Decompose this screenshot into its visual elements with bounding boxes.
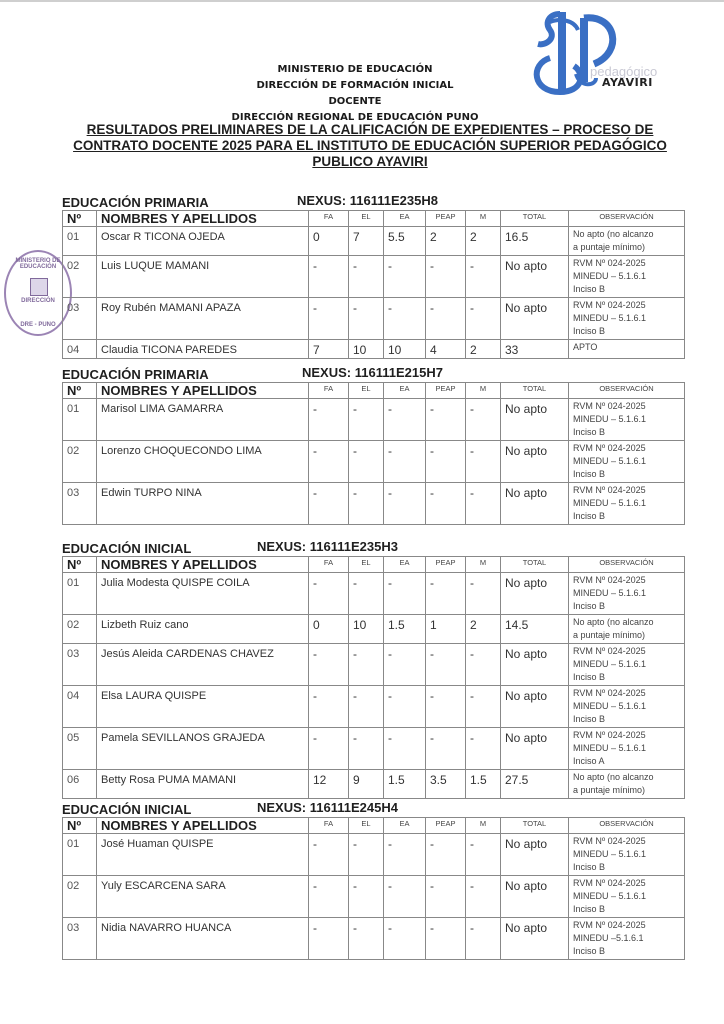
observation-line-2: MINEDU – 5.1.6.1 — [573, 701, 647, 711]
score-ea: 1.5 — [384, 770, 426, 799]
column-header-no: Nº — [63, 557, 97, 573]
score-peap: - — [426, 573, 466, 615]
observation-line-1: RVM Nº 024-2025 — [573, 878, 646, 888]
candidate-name: Lizbeth Ruiz cano — [97, 615, 309, 644]
score-m: - — [466, 573, 501, 615]
observation-line-2: MINEDU – 5.1.6.1 — [573, 743, 647, 753]
row-number: 04 — [63, 340, 97, 359]
observation-line-1: No apto (no alcanzo — [573, 772, 654, 782]
score-total: No apto — [501, 834, 569, 876]
observation — [569, 573, 685, 615]
score-peap: - — [426, 644, 466, 686]
section-header — [62, 540, 684, 556]
observation-line-2: a puntaje mínimo) — [573, 242, 646, 252]
score-fa: - — [309, 256, 349, 298]
column-header-name: NOMBRES Y APELLIDOS — [97, 383, 309, 399]
observation-line-1: RVM Nº 024-2025 — [573, 688, 646, 698]
score-fa: - — [309, 483, 349, 525]
observation — [569, 256, 685, 298]
column-header-el: EL — [349, 557, 384, 573]
observation-line-3: Inciso B — [573, 326, 606, 336]
candidate-name: Luis LUQUE MAMANI — [97, 256, 309, 298]
table-row — [63, 918, 685, 960]
candidate-name: Claudia TICONA PAREDES — [97, 340, 309, 359]
observation-line-1: RVM Nº 024-2025 — [573, 575, 646, 585]
candidate-name: Lorenzo CHOQUECONDO LIMA — [97, 441, 309, 483]
table-row — [63, 483, 685, 525]
observation-line-1: No apto (no alcanzo — [573, 617, 654, 627]
observation-line-3: Inciso B — [573, 284, 606, 294]
column-header-name: NOMBRES Y APELLIDOS — [97, 557, 309, 573]
table-row — [63, 615, 685, 644]
observation-line-3: Inciso B — [573, 511, 606, 521]
section-header — [62, 801, 684, 817]
column-header-peap: PEAP — [426, 383, 466, 399]
observation — [569, 615, 685, 644]
score-peap: - — [426, 399, 466, 441]
observation-line-1: RVM Nº 024-2025 — [573, 485, 646, 495]
seal-top-text: MINISTERIO DE EDUCACIÓN — [15, 258, 61, 270]
column-header-no: Nº — [63, 818, 97, 834]
score-ea: - — [384, 256, 426, 298]
observation-line-1: RVM Nº 024-2025 — [573, 920, 646, 930]
candidate-name: Yuly ESCARCENA SARA — [97, 876, 309, 918]
logo-caption: AYAVIRI — [602, 76, 653, 89]
score-total: 33 — [501, 340, 569, 359]
column-header-total: TOTAL — [501, 383, 569, 399]
score-total: No apto — [501, 399, 569, 441]
candidate-name: Marisol LIMA GAMARRA — [97, 399, 309, 441]
observation — [569, 834, 685, 876]
observation-line-1: RVM Nº 024-2025 — [573, 730, 646, 740]
score-peap: - — [426, 728, 466, 770]
score-ea: 10 — [384, 340, 426, 359]
observation — [569, 644, 685, 686]
score-fa: - — [309, 441, 349, 483]
column-header-peap: PEAP — [426, 211, 466, 227]
column-header-observation: OBSERVACIÓN — [569, 383, 685, 399]
observation-line-1: RVM Nº 024-2025 — [573, 836, 646, 846]
score-el: - — [349, 256, 384, 298]
row-number: 04 — [63, 686, 97, 728]
column-header-ea: EA — [384, 557, 426, 573]
score-ea: - — [384, 876, 426, 918]
column-header-m: M — [466, 211, 501, 227]
score-total: No apto — [501, 483, 569, 525]
column-header-name: NOMBRES Y APELLIDOS — [97, 818, 309, 834]
candidate-name: Betty Rosa PUMA MAMANI — [97, 770, 309, 799]
candidate-name: Nidia NAVARRO HUANCA — [97, 918, 309, 960]
observation-line-3: Inciso B — [573, 601, 606, 611]
score-peap: 4 — [426, 340, 466, 359]
coat-of-arms-icon — [30, 278, 48, 296]
table-row — [63, 644, 685, 686]
column-header-observation: OBSERVACIÓN — [569, 557, 685, 573]
score-ea: - — [384, 686, 426, 728]
score-m: - — [466, 399, 501, 441]
score-el: - — [349, 298, 384, 340]
observation-line-2: a puntaje mínimo) — [573, 785, 646, 795]
row-number: 02 — [63, 256, 97, 298]
column-header-total: TOTAL — [501, 818, 569, 834]
observation-line-1: RVM Nº 024-2025 — [573, 258, 646, 268]
score-fa: - — [309, 298, 349, 340]
score-ea: - — [384, 918, 426, 960]
score-el: 7 — [349, 227, 384, 256]
score-total: No apto — [501, 686, 569, 728]
score-ea: - — [384, 728, 426, 770]
candidate-name: Julia Modesta QUISPE COILA — [97, 573, 309, 615]
score-peap: - — [426, 918, 466, 960]
observation-line-2: MINEDU – 5.1.6.1 — [573, 271, 647, 281]
observation — [569, 483, 685, 525]
score-m: 2 — [466, 340, 501, 359]
score-ea: - — [384, 573, 426, 615]
column-header-observation: OBSERVACIÓN — [569, 818, 685, 834]
table-row — [63, 256, 685, 298]
column-header-el: EL — [349, 383, 384, 399]
score-total: No apto — [501, 256, 569, 298]
candidate-name: Edwin TURPO NINA — [97, 483, 309, 525]
logo-faint-text: pedagógico — [590, 64, 658, 79]
row-number: 03 — [63, 918, 97, 960]
score-el: 9 — [349, 770, 384, 799]
score-peap: - — [426, 256, 466, 298]
table-row — [63, 340, 685, 359]
table-row — [63, 834, 685, 876]
observation-line-2: a puntaje mínimo) — [573, 630, 646, 640]
score-ea: 5.5 — [384, 227, 426, 256]
table-row — [63, 728, 685, 770]
score-fa: 12 — [309, 770, 349, 799]
score-total: No apto — [501, 573, 569, 615]
row-number: 02 — [63, 441, 97, 483]
table-header-row — [63, 211, 685, 227]
score-peap: 3.5 — [426, 770, 466, 799]
score-el: - — [349, 399, 384, 441]
nexus-code: NEXUS: 116111E245H4 — [257, 800, 398, 815]
observation — [569, 298, 685, 340]
score-peap: - — [426, 298, 466, 340]
observation-line-1: APTO — [573, 342, 598, 352]
score-ea: - — [384, 298, 426, 340]
education-level: EDUCACIÓN PRIMARIA — [62, 367, 209, 382]
row-number: 06 — [63, 770, 97, 799]
observation-line-3: Inciso B — [573, 427, 606, 437]
score-total: No apto — [501, 441, 569, 483]
results-section — [62, 366, 684, 525]
score-fa: 0 — [309, 227, 349, 256]
seal-bottom-text: DRE - PUNO — [20, 322, 56, 328]
score-fa: - — [309, 686, 349, 728]
score-el: - — [349, 918, 384, 960]
row-number: 01 — [63, 573, 97, 615]
score-fa: - — [309, 573, 349, 615]
score-total: No apto — [501, 298, 569, 340]
candidate-name: Elsa LAURA QUISPE — [97, 686, 309, 728]
score-m: - — [466, 483, 501, 525]
observation — [569, 918, 685, 960]
score-el: - — [349, 686, 384, 728]
score-m: - — [466, 441, 501, 483]
score-total: No apto — [501, 876, 569, 918]
education-level: EDUCACIÓN INICIAL — [62, 802, 192, 817]
observation-line-1: RVM Nº 024-2025 — [573, 300, 646, 310]
score-fa: - — [309, 728, 349, 770]
column-header-ea: EA — [384, 211, 426, 227]
education-level: EDUCACIÓN PRIMARIA — [62, 195, 209, 210]
column-header-m: M — [466, 557, 501, 573]
score-m: - — [466, 876, 501, 918]
row-number: 03 — [63, 298, 97, 340]
column-header-name: NOMBRES Y APELLIDOS — [97, 211, 309, 227]
observation-line-3: Inciso B — [573, 714, 606, 724]
nexus-code: NEXUS: 116111E235H3 — [257, 539, 398, 554]
results-section — [62, 801, 684, 960]
score-el: - — [349, 644, 384, 686]
score-total: 14.5 — [501, 615, 569, 644]
results-table — [62, 382, 685, 525]
score-peap: - — [426, 686, 466, 728]
table-row — [63, 441, 685, 483]
score-m: - — [466, 644, 501, 686]
column-header-ea: EA — [384, 818, 426, 834]
results-table — [62, 556, 685, 799]
row-number: 01 — [63, 834, 97, 876]
row-number: 02 — [63, 876, 97, 918]
candidate-name: José Huaman QUISPE — [97, 834, 309, 876]
score-m: - — [466, 256, 501, 298]
row-number: 03 — [63, 483, 97, 525]
column-header-no: Nº — [63, 211, 97, 227]
table-header-row — [63, 383, 685, 399]
score-ea: - — [384, 441, 426, 483]
page-top-border — [0, 0, 724, 2]
score-fa: - — [309, 399, 349, 441]
row-number: 02 — [63, 615, 97, 644]
observation-line-3: Inciso B — [573, 672, 606, 682]
column-header-fa: FA — [309, 818, 349, 834]
score-el: - — [349, 483, 384, 525]
score-fa: - — [309, 644, 349, 686]
score-ea: - — [384, 644, 426, 686]
regional-directorate-name: DIRECCIÓN REGIONAL DE EDUCACIÓN PUNO — [231, 112, 479, 123]
table-row — [63, 686, 685, 728]
row-number: 05 — [63, 728, 97, 770]
observation-line-2: MINEDU – 5.1.6.1 — [573, 498, 647, 508]
results-table — [62, 210, 685, 359]
score-el: - — [349, 728, 384, 770]
institution-header — [230, 62, 480, 126]
column-header-peap: PEAP — [426, 557, 466, 573]
table-row — [63, 298, 685, 340]
results-table — [62, 817, 685, 960]
score-el: - — [349, 441, 384, 483]
candidate-name: Oscar R TICONA OJEDA — [97, 227, 309, 256]
candidate-name: Roy Rubén MAMANI APAZA — [97, 298, 309, 340]
score-el: 10 — [349, 340, 384, 359]
score-total: No apto — [501, 728, 569, 770]
observation-line-3: Inciso B — [573, 862, 606, 872]
results-section — [62, 540, 684, 799]
candidate-name: Jesús Aleida CARDENAS CHAVEZ — [97, 644, 309, 686]
score-ea: - — [384, 399, 426, 441]
observation — [569, 686, 685, 728]
column-header-fa: FA — [309, 383, 349, 399]
observation — [569, 770, 685, 799]
row-number: 03 — [63, 644, 97, 686]
column-header-m: M — [466, 383, 501, 399]
score-m: 2 — [466, 615, 501, 644]
table-row — [63, 770, 685, 799]
education-level: EDUCACIÓN INICIAL — [62, 541, 192, 556]
column-header-fa: FA — [309, 211, 349, 227]
score-total: 16.5 — [501, 227, 569, 256]
nexus-code: NEXUS: 116111E215H7 — [302, 365, 443, 380]
section-header — [62, 194, 684, 210]
score-peap: 1 — [426, 615, 466, 644]
directorate-name: DIRECCIÓN DE FORMACIÓN INICIAL DOCENTE — [256, 80, 454, 107]
observation — [569, 441, 685, 483]
results-section — [62, 194, 684, 359]
column-header-el: EL — [349, 818, 384, 834]
score-total: No apto — [501, 644, 569, 686]
score-m: 1.5 — [466, 770, 501, 799]
score-m: - — [466, 728, 501, 770]
score-m: - — [466, 686, 501, 728]
observation-line-2: MINEDU – 5.1.6.1 — [573, 849, 647, 859]
observation-line-2: MINEDU – 5.1.6.1 — [573, 891, 647, 901]
table-header-row — [63, 557, 685, 573]
seal-middle-text: DIRECCIÓN — [21, 298, 55, 304]
observation-line-1: No apto (no alcanzo — [573, 229, 654, 239]
nexus-code: NEXUS: 116111E235H8 — [297, 193, 438, 208]
observation — [569, 876, 685, 918]
observation-line-2: MINEDU –5.1.6.1 — [573, 933, 644, 943]
score-peap: - — [426, 834, 466, 876]
column-header-fa: FA — [309, 557, 349, 573]
column-header-total: TOTAL — [501, 211, 569, 227]
document-title: RESULTADOS PRELIMINARES DE LA CALIFICACIÓN DE EXPEDIENTES – PROCESO DE CONTRATO DOCENTE 2025 PARA EL INSTITUTO DE EDUCACIÓN SUPERIOR PEDAGÓGICO PUBLICO AYAVIRI — [73, 122, 667, 169]
observation-line-2: MINEDU – 5.1.6.1 — [573, 659, 647, 669]
observation — [569, 227, 685, 256]
score-fa: - — [309, 918, 349, 960]
candidate-name: Pamela SEVILLANOS GRAJEDA — [97, 728, 309, 770]
column-header-m: M — [466, 818, 501, 834]
score-ea: - — [384, 834, 426, 876]
table-row — [63, 876, 685, 918]
score-m: - — [466, 298, 501, 340]
table-row — [63, 399, 685, 441]
column-header-total: TOTAL — [501, 557, 569, 573]
observation-line-2: MINEDU – 5.1.6.1 — [573, 588, 647, 598]
observation-line-1: RVM Nº 024-2025 — [573, 646, 646, 656]
score-fa: - — [309, 876, 349, 918]
score-fa: 0 — [309, 615, 349, 644]
row-number: 01 — [63, 399, 97, 441]
column-header-el: EL — [349, 211, 384, 227]
observation-line-3: Inciso B — [573, 946, 606, 956]
score-ea: 1.5 — [384, 615, 426, 644]
score-total: No apto — [501, 918, 569, 960]
observation-line-3: Inciso B — [573, 469, 606, 479]
score-m: - — [466, 834, 501, 876]
isp-ayaviri-logo — [520, 8, 690, 98]
observation — [569, 399, 685, 441]
table-row — [63, 573, 685, 615]
observation — [569, 728, 685, 770]
observation-line-1: RVM Nº 024-2025 — [573, 443, 646, 453]
score-peap: - — [426, 876, 466, 918]
ministry-name: MINISTERIO DE EDUCACIÓN — [277, 64, 433, 75]
score-el: 10 — [349, 615, 384, 644]
score-fa: - — [309, 834, 349, 876]
column-header-no: Nº — [63, 383, 97, 399]
score-fa: 7 — [309, 340, 349, 359]
row-number: 01 — [63, 227, 97, 256]
observation — [569, 340, 685, 359]
observation-line-2: MINEDU – 5.1.6.1 — [573, 456, 647, 466]
score-el: - — [349, 834, 384, 876]
score-peap: - — [426, 441, 466, 483]
table-row — [63, 227, 685, 256]
score-peap: 2 — [426, 227, 466, 256]
score-el: - — [349, 876, 384, 918]
table-header-row — [63, 818, 685, 834]
observation-line-1: RVM Nº 024-2025 — [573, 401, 646, 411]
score-peap: - — [426, 483, 466, 525]
section-header — [62, 366, 684, 382]
column-header-ea: EA — [384, 383, 426, 399]
column-header-observation: OBSERVACIÓN — [569, 211, 685, 227]
score-total: 27.5 — [501, 770, 569, 799]
observation-line-3: Inciso A — [573, 756, 605, 766]
observation-line-2: MINEDU – 5.1.6.1 — [573, 414, 647, 424]
observation-line-3: Inciso B — [573, 904, 606, 914]
column-header-peap: PEAP — [426, 818, 466, 834]
score-m: - — [466, 918, 501, 960]
score-ea: - — [384, 483, 426, 525]
observation-line-2: MINEDU – 5.1.6.1 — [573, 313, 647, 323]
score-m: 2 — [466, 227, 501, 256]
score-el: - — [349, 573, 384, 615]
